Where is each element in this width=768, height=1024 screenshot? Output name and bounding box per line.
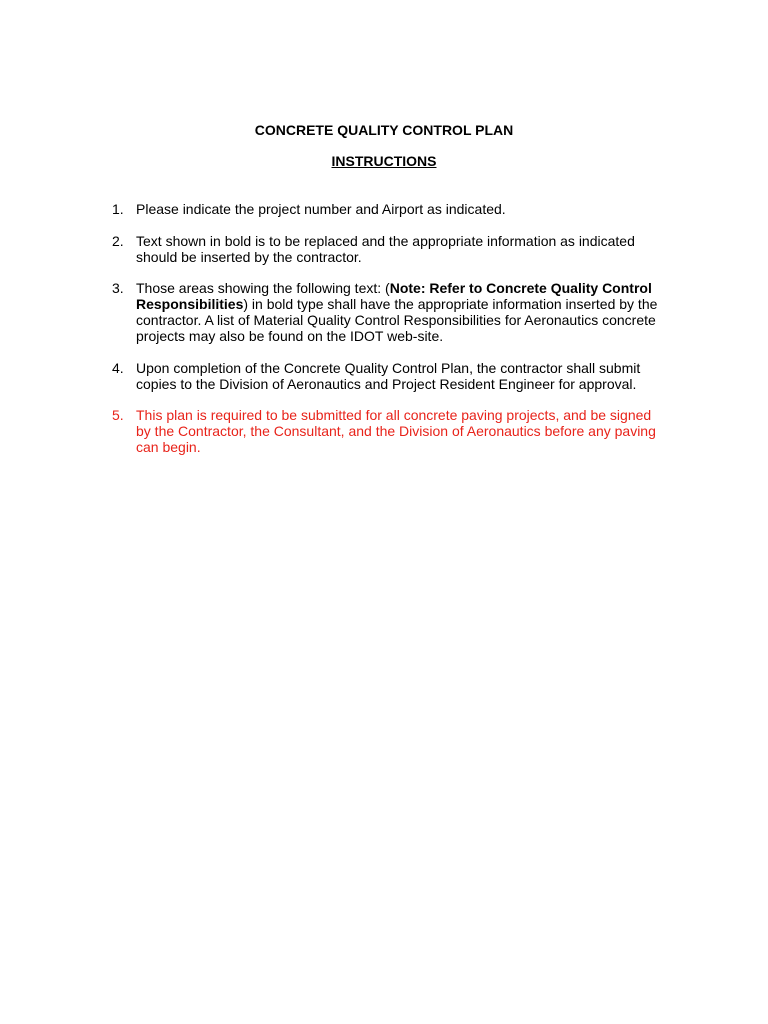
item-text-post: ) in bold type shall have the appropriate information inserted by the contractor. A list of Material Quality Control Responsibilities for Aeronautics concrete projects may also be found on the IDOT web-site.: [136, 296, 658, 344]
item-number: 4.: [112, 360, 124, 376]
list-item-1: [112, 201, 672, 217]
item-number: 3.: [112, 280, 124, 296]
list-item-4: [112, 360, 672, 392]
list-item-5: [112, 407, 672, 455]
item-text-line: copies to the Division of Aeronautics and Project Resident Engineer for approval.: [136, 376, 637, 392]
item-number: 1.: [112, 201, 124, 217]
item-text-line: Upon completion of the Concrete Quality Control Plan, the contractor shall submit: [136, 360, 641, 376]
item-text-line: This plan is required to be submitted for all concrete paving projects, and be signed: [136, 407, 652, 423]
item-text-line: by the Contractor, the Consultant, and the Division of Aeronautics before any paving: [136, 423, 656, 439]
item-text: Please indicate the project number and Airport as indicated.: [136, 201, 506, 217]
item-text-pre: Those areas showing the following text: (: [136, 280, 390, 296]
item-text-line: should be inserted by the contractor.: [136, 249, 362, 265]
list-item-2: [112, 233, 672, 265]
item-text-line: can begin.: [136, 439, 201, 455]
item-number: 2.: [112, 233, 124, 249]
item-text: [136, 280, 672, 344]
bold-note-text: Note: Refer to Concrete Quality Control Responsibilities: [136, 280, 652, 312]
item-text-line: Text shown in bold is to be replaced and the appropriate information as indicated: [136, 233, 635, 249]
document-title: CONCRETE QUALITY CONTROL PLAN: [254, 122, 514, 138]
item-number: 5.: [112, 407, 124, 423]
list-item-3: [112, 280, 672, 344]
instructions-heading: INSTRUCTIONS: [331, 153, 437, 169]
